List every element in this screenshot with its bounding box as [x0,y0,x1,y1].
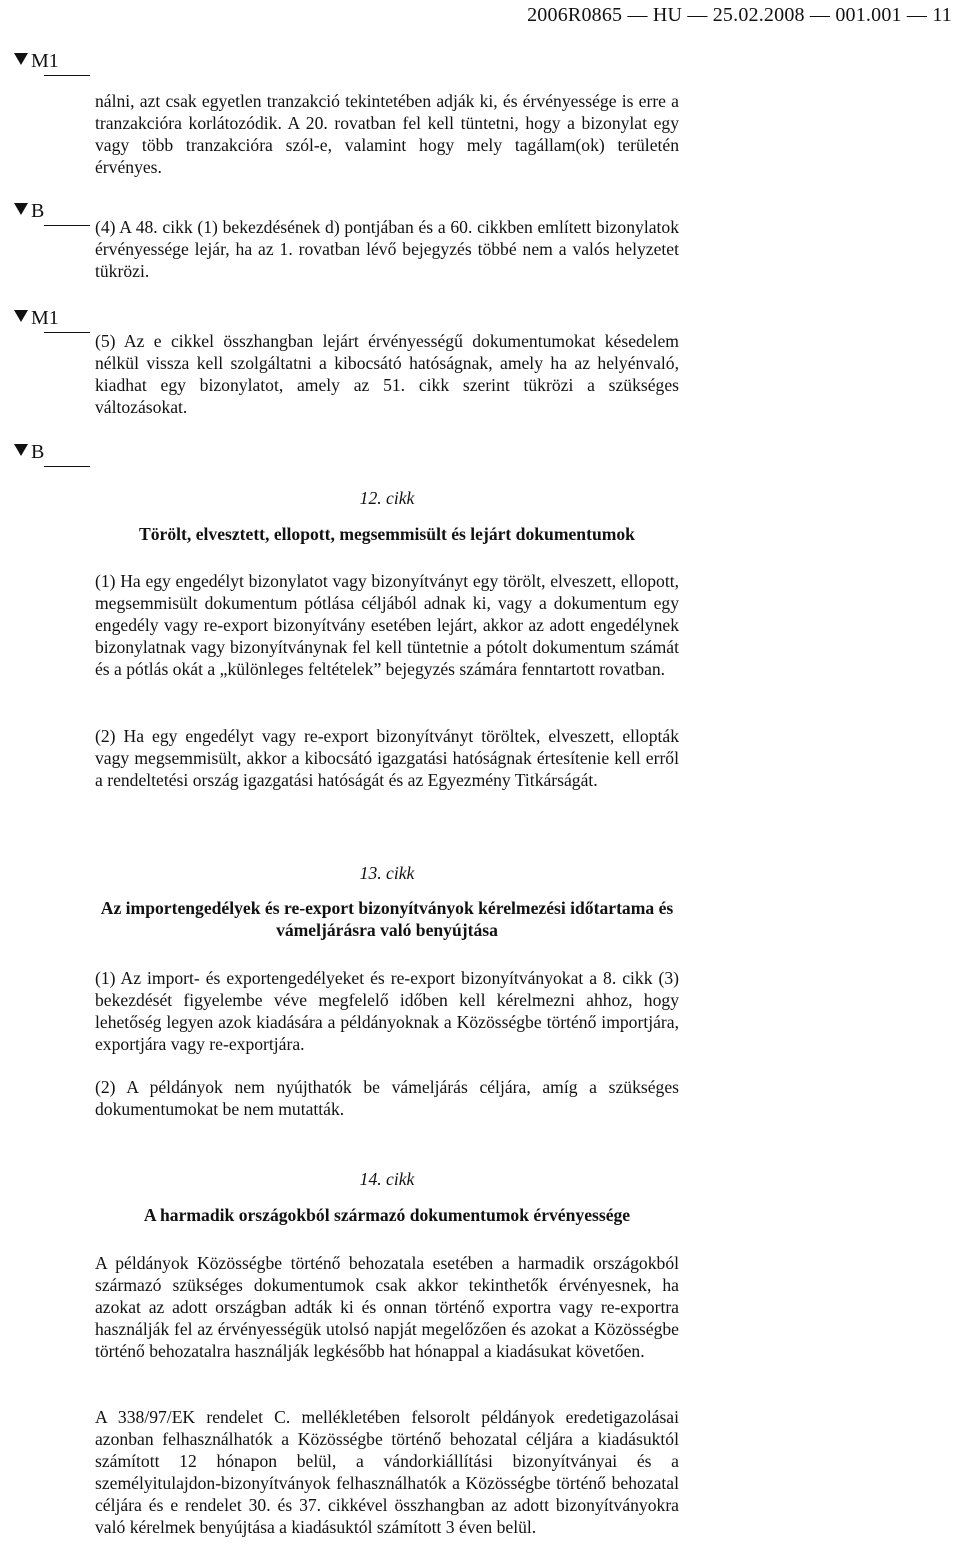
amendment-marker-m1 [14,50,59,72]
marker-underline [44,225,90,226]
marker-label: M1 [31,50,59,72]
article-13-paragraph-2: (2) A példányok nem nyújthatók be vámeljárás céljára, amíg a szükséges dokumentumokat be nem mutatták. [95,1077,679,1119]
amendment-marker-b [14,200,44,222]
article-14-paragraph-2: A 338/97/EK rendelet C. mellékletében felsorolt példányok eredetigazolásai azonban felhasználhatók a Közösségbe történő behozatal céljára a kiadásuktól számított 12 hónapon belül, a vándorkiállítási bizonyítványai és a személyitulajdon-bizonyítványok felhasználhatók a Közösségbe történő behozatal céljára és e rendelet 30. és 37. cikkével összhangban az adott bizonyítványokra való kérelmek benyújtása a kiadásuktól számított 3 éven belül. [95,1407,679,1537]
article-12-number: 12. cikk [359,488,415,508]
article-14-paragraph-1: A példányok Közösségbe történő behozatala esetében a harmadik országokból származó szükséges dokumentumok csak akkor tekinthetők érvényesnek, ha azokat az adott országban adták ki és onnan történő exportra vagy re-exportra használják fel az érvényességük utolsó napját megelőzően és azokat a Közösségbe történő behozatalra használják legkésőbb hat hónappal a kiadásukat követően. [95,1253,679,1361]
amendment-marker-b [14,441,44,463]
article-12-paragraph-2: (2) Ha egy engedélyt vagy re-export bizonyítványt töröltek, elveszett, ellopták vagy megsemmisült, akkor a kibocsátó igazgatási hatóságnak értesítenie kell erről a rendeltetési ország igazgatási hatóságát és az Egyezmény Titkárságát. [95,726,679,790]
paragraph-intro: nálni, azt csak egyetlen tranzakció tekintetében adják ki, és érvényessége is erre a tranzakcióra korlátozódik. A 20. rovatban fel kell tüntetni, hogy a bizonylat egy vagy több tranzakcióra szól-e, valamint hogy mely tagállam(ok) területén érvényes. [95,91,679,177]
marker-label: B [31,200,45,222]
marker-underline [44,75,90,76]
marker-label: B [31,441,45,463]
article-12-title: Törölt, elvesztett, ellopott, megsemmisült és lejárt dokumentumok [139,524,635,544]
triangle-down-icon [14,203,28,215]
marker-underline [44,466,90,467]
paragraph-4: (4) A 48. cikk (1) bekezdésének d) pontjában és a 60. cikkben említett bizonylatok érvényessége lejár, ha az 1. rovatban lévő bejegyzés többé nem a valós helyzetet tükrözi. [95,217,679,281]
triangle-down-icon [14,53,28,65]
article-14-number: 14. cikk [359,1169,415,1189]
article-14-title: A harmadik országokból származó dokumentumok érvényessége [143,1205,631,1225]
article-13-paragraph-1: (1) Az import- és exportengedélyeket és re-export bizonyítványokat a 8. cikk (3) bekezdését figyelembe véve megfelelő időben kell kérelmezni ahhoz, hogy lehetőség legyen azok kiadására a példányoknak a Közösségbe történő importjára, exportjára vagy re-exportjára. [95,968,679,1054]
page-header: 2006R0865 — HU — 25.02.2008 — 001.001 — 11 [527,4,952,26]
marker-underline [44,332,90,333]
paragraph-5: (5) Az e cikkel összhangban lejárt érvényességű dokumentumokat késedelem nélkül vissza kell szolgáltatni a kibocsátó hatóságnak, amely ha az helyénvaló, kiadhat egy bizonylatot, amely az 51. cikk szerint tükrözi a szükséges változásokat. [95,331,679,417]
triangle-down-icon [14,310,28,322]
marker-label: M1 [31,307,59,329]
triangle-down-icon [14,444,28,456]
article-13-title: Az importengedélyek és re-export bizonyítványok kérelmezési időtartama és vámeljárásra való benyújtása [100,898,674,940]
article-13-number: 13. cikk [359,863,415,883]
amendment-marker-m1 [14,307,59,329]
article-12-paragraph-1: (1) Ha egy engedélyt bizonylatot vagy bizonyítványt egy törölt, elveszett, ellopott, megsemmisült dokumentum pótlása céljából adnak ki, vagy a dokumentum egy engedély vagy re-export bizonyítvány esetében lejárt, akkor az adott engedélynek bizonylatnak vagy bizonyítványnak fel kell tüntetnie a pótolt dokumentum számát és a pótlás okát a „különleges feltételek” bejegyzés számára fenntartott rovatban. [95,571,679,679]
